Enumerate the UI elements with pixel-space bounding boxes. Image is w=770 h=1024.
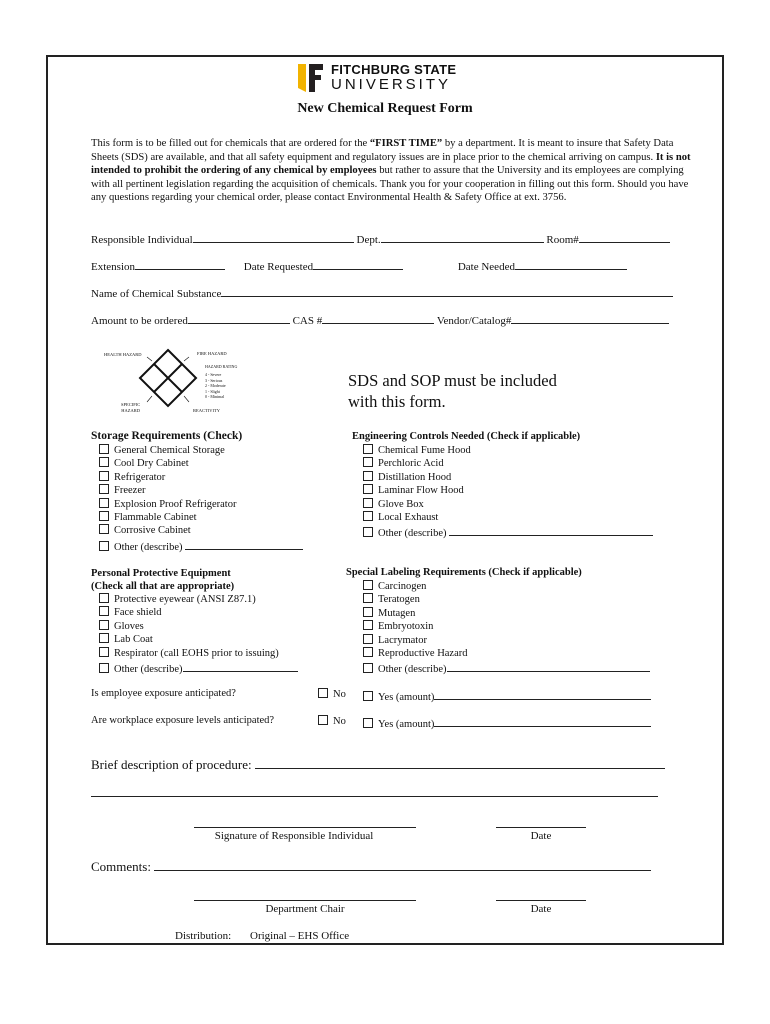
intro-paragraph [91, 137, 691, 205]
date-needed-label: Date Needed [457, 261, 515, 273]
engineering-list [363, 444, 653, 541]
engineering-option[interactable] [363, 457, 653, 470]
option-label: Protective eyewear (ANSI Z87.1) [114, 594, 256, 605]
option-label: Teratogen [378, 594, 420, 606]
option-label: Other (describe) [378, 664, 447, 676]
checkbox[interactable] [99, 444, 109, 454]
checkbox[interactable] [318, 688, 328, 698]
option-label: Yes (amount) [378, 719, 435, 730]
option-label: Other (describe) [114, 541, 183, 553]
checkbox[interactable] [99, 663, 109, 673]
specific-hazard-label [121, 402, 140, 413]
health-hazard-label: HEALTH HAZARD [104, 352, 142, 357]
checkbox[interactable] [363, 620, 373, 630]
option-label: Lacrymator [378, 634, 427, 646]
option-label: Explosion Proof Refrigerator [114, 498, 237, 510]
cas-field[interactable] [322, 312, 434, 324]
option-label: Mutagen [378, 607, 416, 619]
checkbox[interactable] [99, 484, 109, 494]
q2-amount-field[interactable] [434, 715, 651, 727]
checkbox[interactable] [99, 620, 109, 630]
storage-other-field[interactable] [185, 538, 303, 550]
labeling-option[interactable] [363, 620, 650, 633]
checkbox[interactable] [363, 444, 373, 454]
labeling-option[interactable] [363, 647, 650, 660]
sds-note-line1: SDS and SOP must be included [348, 371, 557, 390]
engineering-option[interactable] [363, 498, 653, 511]
signature-label: Signature of Responsible Individual [214, 830, 374, 842]
checkbox[interactable] [99, 647, 109, 657]
option-label: Carcinogen [378, 581, 427, 592]
q2-yes-option[interactable] [363, 715, 651, 730]
specific-hazard-line2: HAZARD [121, 407, 140, 413]
rating-3: 3 - Serious [205, 377, 223, 383]
checkbox[interactable] [363, 634, 373, 644]
checkbox[interactable] [318, 715, 328, 725]
procedure-row [91, 755, 665, 773]
comments-row [91, 857, 651, 875]
option-label: Flammable Cabinet [114, 512, 197, 524]
intro-bold-1: “FIRST TIME” [369, 138, 443, 149]
vendor-field[interactable] [511, 312, 669, 324]
intro-text-3: but rather to assure that the University and its employees are complying with all pertinent legislation regarding the acquisition of chemicals. Thank you for your cooperation in filling out this form. Should you have any questions regarding your chemical order, please contact Environmental Health & Safety Office at ext. 3756. [91, 165, 689, 204]
checkbox[interactable] [363, 498, 373, 508]
sds-note [348, 370, 557, 412]
storage-option[interactable] [99, 484, 303, 497]
date-requested-field[interactable] [313, 258, 403, 270]
option-label: Gloves [114, 620, 144, 632]
fire-hazard-label: FIRE HAZARD [197, 351, 227, 356]
sds-note-line2: with this form. [348, 392, 446, 411]
intro-bold-2: It is not intended to prohibit the ordering of any chemical by employees [91, 151, 691, 177]
rating-0: 0 - Minimal [205, 394, 225, 399]
engineering-option-other[interactable] [363, 524, 653, 540]
extension-label: Extension [91, 261, 135, 273]
intro-text-2: by a department. It is meant to insure that Safety Data Sheets (SDS) are available, and that all safety equipment and regulatory issues are in place prior to the chemical arriving on campus. [91, 138, 674, 163]
checkbox[interactable] [99, 606, 109, 616]
option-label: No [333, 716, 346, 727]
procedure-field-line2[interactable] [91, 796, 658, 797]
checkbox[interactable] [363, 457, 373, 467]
question-workplace-exposure: Are workplace exposure levels anticipated? [91, 715, 275, 726]
cas-label: CAS # [292, 315, 323, 327]
option-label: Lab Coat [114, 634, 153, 646]
logo-mark-icon [297, 63, 325, 93]
storage-list [99, 444, 303, 554]
ppe-other-field[interactable] [183, 660, 298, 672]
option-label: Laminar Flow Hood [378, 485, 464, 497]
distribution-label: Distribution: [175, 930, 232, 942]
specific-hazard-line1: SPECIFIC [121, 402, 141, 407]
ppe-option[interactable] [99, 633, 298, 646]
checkbox[interactable] [363, 484, 373, 494]
checkbox[interactable] [99, 593, 109, 603]
reactivity-label: REACTIVITY [193, 408, 220, 413]
ppe-option[interactable] [99, 647, 298, 660]
option-label: Perchloric Acid [378, 458, 444, 470]
option-label: Cool Dry Cabinet [114, 458, 189, 470]
chair-date-field[interactable] [496, 900, 586, 901]
q1-no-option[interactable] [318, 688, 346, 700]
option-label: Other (describe) [114, 664, 183, 676]
room-field[interactable] [579, 231, 670, 243]
engineering-heading: Engineering Controls Needed (Check if applicable) [352, 431, 581, 442]
checkbox[interactable] [99, 511, 109, 521]
chemical-name-label: Name of Chemical Substance [91, 288, 222, 300]
signature-date-label: Date [530, 830, 552, 842]
procedure-field[interactable] [255, 755, 665, 769]
logo-text-line1: FITCHBURG STATE [331, 62, 457, 77]
labeling-other-field[interactable] [447, 660, 650, 672]
engineering-option[interactable] [363, 471, 653, 484]
checkbox[interactable] [363, 511, 373, 521]
ppe-option-other[interactable] [99, 660, 298, 676]
option-label: Glove Box [378, 498, 424, 510]
ppe-heading-line2: (Check all that are appropriate) [91, 581, 235, 593]
storage-option-other[interactable] [99, 538, 303, 554]
dept-field[interactable] [381, 231, 544, 243]
labeling-list [363, 580, 650, 677]
chair-date-label: Date [530, 903, 552, 915]
q1-yes-option[interactable] [363, 688, 651, 703]
checkbox[interactable] [363, 471, 373, 481]
option-label: Corrosive Cabinet [114, 525, 191, 537]
checkbox[interactable] [363, 593, 373, 603]
distribution-value: Original – EHS Office [250, 930, 350, 942]
amount-field[interactable] [188, 312, 290, 324]
comments-label: Comments: [91, 859, 151, 874]
signature-date-field[interactable] [496, 827, 586, 828]
labeling-option[interactable] [363, 634, 650, 647]
ppe-list [99, 593, 298, 676]
checkbox[interactable] [363, 527, 373, 537]
ppe-option[interactable] [99, 606, 298, 619]
ppe-option[interactable] [99, 620, 298, 633]
labeling-heading: Special Labeling Requirements (Check if applicable) [346, 567, 582, 578]
labeling-option-other[interactable] [363, 660, 650, 676]
procedure-label: Brief description of procedure: [91, 757, 252, 772]
responsible-label: Responsible Individual [91, 234, 193, 246]
hazard-rating-title: HAZARD RATING [205, 364, 238, 369]
engineering-option[interactable] [363, 444, 653, 457]
option-label: Embryotoxin [378, 621, 434, 633]
checkbox[interactable] [99, 498, 109, 508]
amount-label: Amount to be ordered [91, 315, 188, 327]
q1-amount-field[interactable] [434, 688, 651, 700]
checkbox[interactable] [363, 691, 373, 701]
checkbox[interactable] [363, 663, 373, 673]
checkbox[interactable] [99, 541, 109, 551]
comments-field[interactable] [154, 857, 651, 871]
checkbox[interactable] [99, 457, 109, 467]
engineering-option[interactable] [363, 484, 653, 497]
labeling-option[interactable] [363, 580, 650, 593]
option-label: Reproductive Hazard [378, 648, 468, 660]
option-label: No [333, 689, 346, 700]
storage-option[interactable] [99, 444, 303, 457]
ppe-heading [91, 567, 234, 594]
chair-label: Department Chair [265, 903, 345, 915]
option-label: Local Exhaust [378, 512, 439, 524]
labeling-option[interactable] [363, 593, 650, 606]
q2-no-option[interactable] [318, 715, 346, 727]
responsible-field[interactable] [193, 231, 354, 243]
storage-option[interactable] [99, 498, 303, 511]
amount-row [91, 312, 669, 327]
ppe-heading-line1: Personal Protective Equipment [91, 568, 231, 579]
question-employee-exposure: Is employee exposure anticipated? [91, 688, 236, 699]
responsible-row [91, 231, 670, 246]
intro-text-1: This form is to be filled out for chemicals that are ordered for the [91, 138, 370, 149]
labeling-option[interactable] [363, 607, 650, 620]
rating-1: 1 - Slight [205, 388, 220, 394]
date-requested-label: Date Requested [243, 261, 314, 273]
room-label: Room# [546, 234, 579, 246]
option-label: Other (describe) [378, 528, 447, 540]
storage-option[interactable] [99, 457, 303, 470]
checkbox[interactable] [363, 607, 373, 617]
extension-row [91, 258, 627, 273]
ppe-option[interactable] [99, 593, 298, 606]
rating-2: 2 - Moderate [205, 383, 226, 388]
engineering-option[interactable] [363, 511, 653, 524]
extension-field[interactable] [135, 258, 225, 270]
chemical-name-field[interactable] [221, 285, 673, 297]
signature-field[interactable] [194, 827, 416, 828]
hazard-rating-list [205, 372, 226, 400]
option-label: Freezer [114, 485, 146, 497]
option-label: Refrigerator [114, 471, 166, 483]
option-label: Respirator (call EOHS prior to issuing) [114, 647, 279, 659]
checkbox[interactable] [363, 580, 373, 590]
engineering-other-field[interactable] [449, 524, 653, 536]
storage-option[interactable] [99, 524, 303, 537]
checkbox[interactable] [99, 633, 109, 643]
storage-option[interactable] [99, 511, 303, 524]
option-label: Face shield [114, 607, 162, 619]
vendor-label: Vendor/Catalog# [436, 315, 512, 327]
logo-text-line2: UNIVERSITY [331, 76, 452, 93]
chemical-name-row [91, 285, 673, 300]
dept-label: Dept. [356, 234, 381, 246]
storage-heading: Storage Requirements (Check) [91, 430, 243, 442]
rating-4: 4 - Severe [205, 372, 222, 377]
storage-option[interactable] [99, 471, 303, 484]
form-title: New Chemical Request Form [297, 101, 473, 116]
checkbox[interactable] [363, 647, 373, 657]
option-label: Yes (amount) [378, 692, 435, 703]
option-label: Chemical Fume Hood [378, 445, 471, 456]
checkbox[interactable] [363, 718, 373, 728]
checkbox[interactable] [99, 471, 109, 481]
date-needed-field[interactable] [515, 258, 627, 270]
chair-signature-field[interactable] [194, 900, 416, 901]
option-label: Distillation Hood [378, 471, 452, 483]
option-label: General Chemical Storage [114, 445, 225, 456]
checkbox[interactable] [99, 524, 109, 534]
